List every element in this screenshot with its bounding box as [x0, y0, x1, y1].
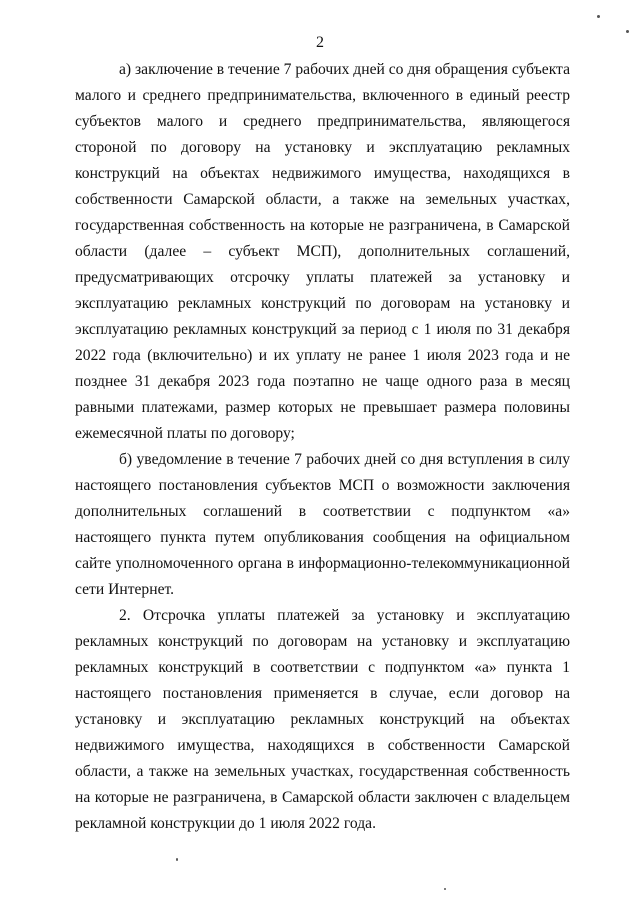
scan-speck	[444, 888, 446, 890]
page-number: 2	[316, 34, 324, 51]
paragraph-point-2: 2. Отсрочка уплаты платежей за установку и эксплуатацию рекламных конструкций по договорам на установку и эксплуатацию рекламных конструкций в соответствии с подпунктом «а» пункта 1 настоящего постановления применяется в случае, если договор на установку и эксплуатацию рекламных конструкций на объектах недвижимого имущества, находящихся в собственности Самарской области, а также на земельных участках, государственная собственность на которые не разграничена, в Самарской области заключен с владельцем рекламной конструкции до 1 июля 2022 года.	[75, 607, 570, 832]
scan-speck	[626, 30, 629, 33]
paragraph-subpoint-a: а) заключение в течение 7 рабочих дней со дня обращения субъекта малого и среднего предпринимательства, включенного в единый реестр субъектов малого и среднего предпринимательства, являющегося стороной по договору на установку и эксплуатацию рекламных конструкций на объектах недвижимого имущества, находящихся в собственности Самарской области, а также на земельных участках, государственная собственность на которые не разграничена, в Самарской области (далее – субъект МСП), дополнительных соглашений, предусматривающих отсрочку уплаты платежей за установку и эксплуатацию рекламных конструкций по договорам на установку и эксплуатацию рекламных конструкций за период с 1 июля по 31 декабря 2022 года (включительно) и их уплату не ранее 1 июля 2023 года и не позднее 31 декабря 2023 года поэтапно не чаще одного раза в месяц равными платежами, размер которых не превышает размера половины ежемесячной платы по договору;	[75, 61, 570, 442]
paragraph-subpoint-b: б) уведомление в течение 7 рабочих дней со дня вступления в силу настоящего постановления субъектов МСП о возможности заключения дополнительных соглашений в соответствии с подпунктом «а» настоящего пункта путем опубликования сообщения на официальном сайте уполномоченного органа в информационно-телекоммуникационной сети Интернет.	[75, 451, 570, 598]
scan-speck	[176, 858, 178, 861]
document-body	[75, 57, 570, 837]
scan-speck	[597, 15, 600, 18]
